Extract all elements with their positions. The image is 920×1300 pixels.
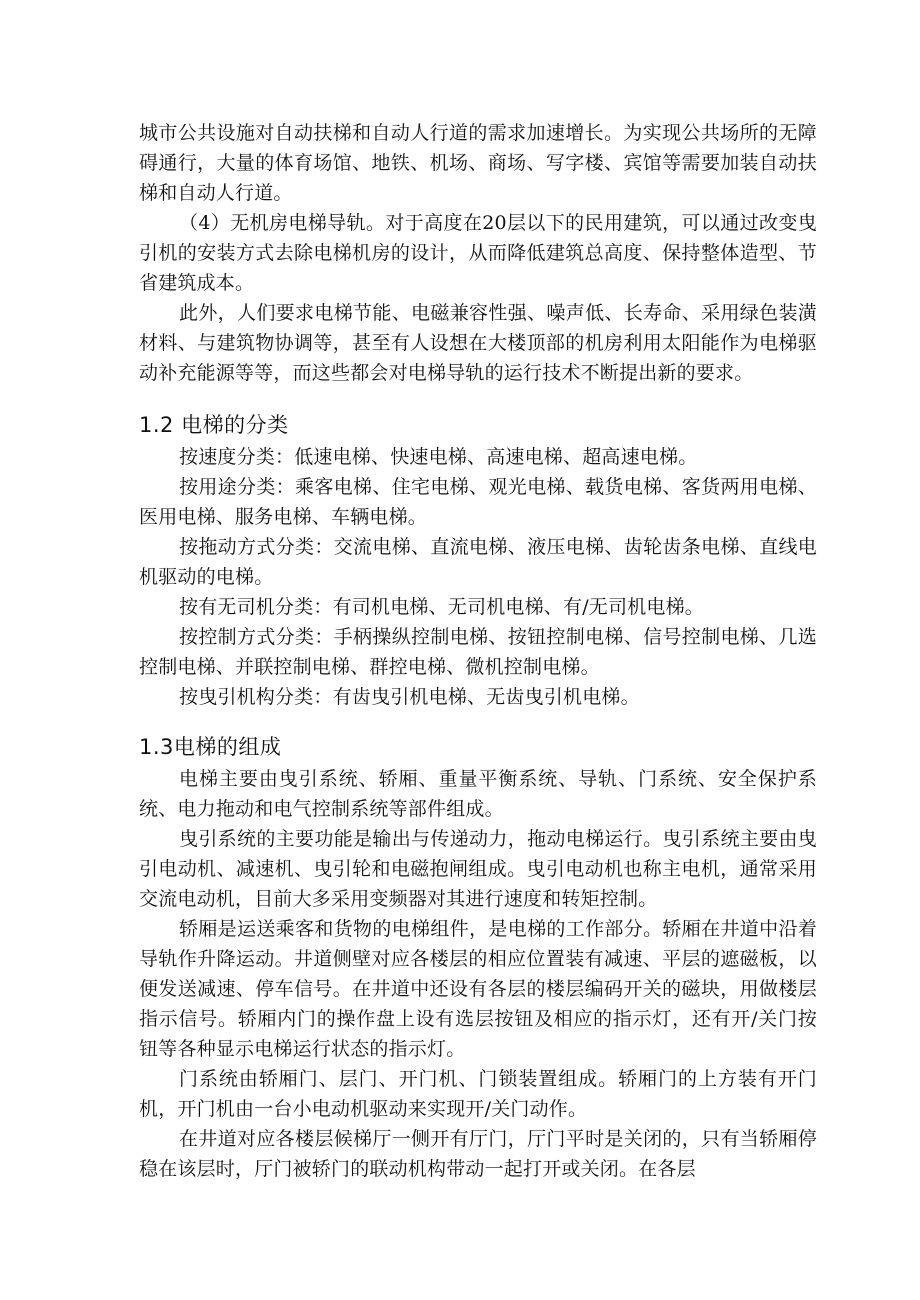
intro-paragraph-requirements: 此外，人们要求电梯节能、电磁兼容性强、噪声低、长寿命、采用绿色装潢材料、与建筑物协调等，甚至有人设想在大楼顶部的机房利用太阳能作为电梯驱动补充能源等等，而这些都会对电梯导轨的运行技术不断提出新的要求。 [139, 302, 817, 384]
classification-by-operator: 按有无司机分类：有司机电梯、无司机电梯、有/无司机电梯。 [179, 596, 705, 618]
classification-by-control: 按控制方式分类：手柄操纵控制电梯、按钮控制电梯、信号控制电梯、几选控制电梯、并联控制电梯、群控电梯、微机控制电梯。 [139, 626, 817, 678]
intro-paragraph-continued: 城市公共设施对自动扶梯和自动人行道的需求加速增长。为实现公共场所的无障碍通行，大量的体育场馆、地铁、机场、商场、写字楼、宾馆等需要加装自动扶梯和自动人行道。 [139, 122, 817, 204]
section-heading-1-2: 1.2 电梯的分类 [139, 413, 289, 437]
classification-by-use: 按用途分类：乘客电梯、住宅电梯、观光电梯、载货电梯、客货两用电梯、医用电梯、服务电梯、车辆电梯。 [139, 476, 817, 528]
classification-by-traction: 按曳引机构分类：有齿曳引机电梯、无齿曳引机电梯。 [179, 686, 640, 708]
document-body [139, 118, 817, 1184]
composition-traction-system: 曳引系统的主要功能是输出与传递动力，拖动电梯运行。曳引系统主要由曳引电动机、减速机、曳引轮和电磁抱闸组成。曳引电动机也称主电机，通常采用交流电动机，目前大多采用变频器对其进行速度和转矩控制。 [139, 828, 817, 910]
classification-by-speed: 按速度分类：低速电梯、快速电梯、高速电梯、超高速电梯。 [179, 446, 698, 468]
composition-hall-doors: 在井道对应各楼层候梯厅一侧开有厅门，厅门平时是关闭的，只有当轿厢停稳在该层时，厅门被轿门的联动机构带动一起打开或关闭。在各层 [139, 1128, 817, 1180]
composition-car: 轿厢是运送乘客和货物的电梯组件，是电梯的工作部分。轿厢在井道中沿着导轨作升降运动。井道侧壁对应各楼层的相应位置装有减速、平层的遮磁板，以便发送减速、停车信号。在井道中还设有各层的楼层编码开关的磁块，用做楼层指示信号。轿厢内门的操作盘上设有选层按钮及相应的指示灯，还有开/关门按钮等各种显示电梯运行状态的指示灯。 [139, 918, 817, 1060]
composition-overview: 电梯主要由曳引系统、轿厢、重量平衡系统、导轨、门系统、安全保护系统、电力拖动和电气控制系统等部件组成。 [139, 768, 817, 820]
classification-by-drive: 按拖动方式分类：交流电梯、直流电梯、液压电梯、齿轮齿条电梯、直线电机驱动的电梯。 [139, 536, 817, 588]
intro-paragraph-item-4: （4）无机房电梯导轨。对于高度在20层以下的民用建筑，可以通过改变曳引机的安装方式去除电梯机房的设计，从而降低建筑总高度、保持整体造型、节省建筑成本。 [139, 212, 817, 294]
composition-door-system: 门系统由轿厢门、层门、开门机、门锁装置组成。轿厢门的上方装有开门机，开门机由一台小电动机驱动来实现开/关门动作。 [139, 1068, 817, 1120]
section-heading-1-3: 1.3电梯的组成 [139, 735, 282, 759]
